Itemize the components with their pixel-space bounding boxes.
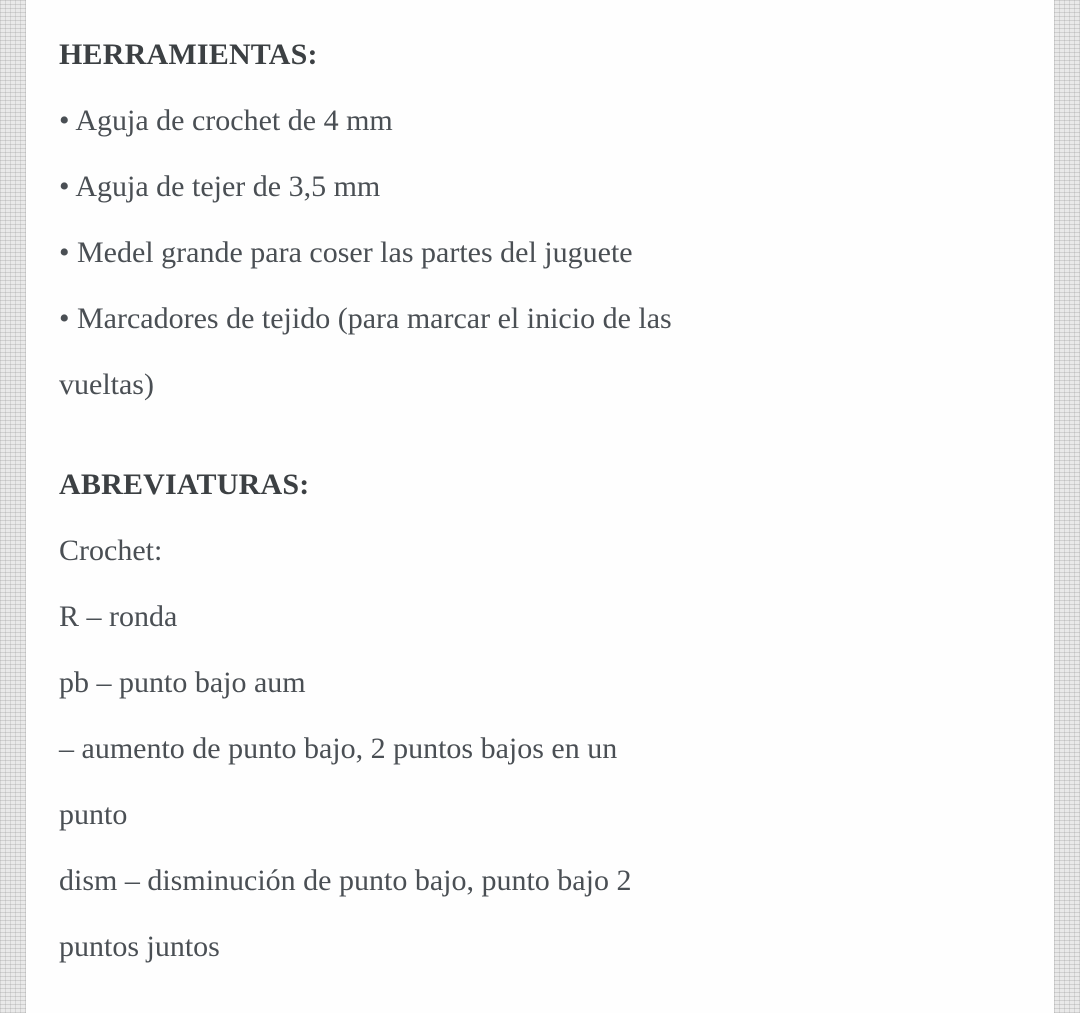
- document-sheet: [26, 0, 1054, 1013]
- list-item: • Aguja de tejer de 3,5 mm: [59, 170, 381, 203]
- list-item: dism – disminución de punto bajo, punto bajo 2: [59, 864, 632, 897]
- list-item: Crochet:: [59, 534, 163, 567]
- list-item: R – ronda: [59, 600, 178, 633]
- section-heading-herramientas: HERRAMIENTAS:: [59, 38, 318, 71]
- list-item: • Marcadores de tejido (para marcar el inicio de las: [59, 302, 672, 335]
- list-item-continuation: punto: [59, 798, 128, 831]
- document-content: [59, 22, 1024, 980]
- list-item: pb – punto bajo aum: [59, 666, 306, 699]
- section-herramientas: [59, 22, 1024, 418]
- list-item: • Medel grande para coser las partes del juguete: [59, 236, 633, 269]
- list-item-continuation: vueltas): [59, 368, 154, 401]
- section-abreviaturas: [59, 452, 1024, 980]
- section-spacer: [59, 418, 1024, 452]
- paper-edge-right: [1054, 0, 1080, 1013]
- list-item-continuation: puntos juntos: [59, 930, 220, 963]
- list-item: • Aguja de crochet de 4 mm: [59, 104, 393, 137]
- section-heading-abreviaturas: ABREVIATURAS:: [59, 468, 310, 501]
- list-item: – aumento de punto bajo, 2 puntos bajos en un: [59, 732, 618, 765]
- paper-edge-left: [0, 0, 26, 1013]
